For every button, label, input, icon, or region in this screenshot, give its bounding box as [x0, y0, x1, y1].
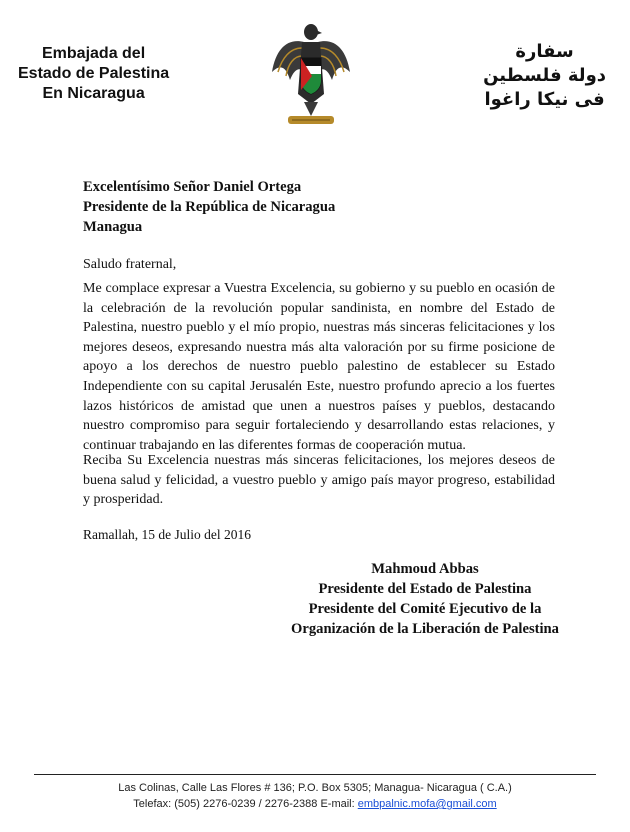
signature-block	[240, 559, 610, 639]
embassy-name-line: Embajada del	[42, 45, 146, 62]
recipient-line: Excelentísimo Señor Daniel Ortega	[83, 179, 302, 195]
recipient-line: Managua	[83, 219, 143, 235]
signature-line: Presidente del Comité Ejecutivo de la	[308, 601, 542, 617]
embassy-name-line: Estado de Palestina	[18, 65, 170, 82]
embassy-name-arabic-line: فى نيكا راغوا	[484, 89, 605, 110]
recipient-line: Presidente de la República de Nicaragua	[83, 199, 336, 215]
body-paragraph: Reciba Su Excelencia nuestras más sinceras felicitaciones, los mejores deseos de buena salud y felicidad, a vuestro pueblo y amigo país mayor progreso, estabilidad y prosperidad.	[83, 453, 555, 508]
embassy-name-arabic	[483, 40, 606, 112]
body-paragraph: Me complace expresar a Vuestra Excelencia, su gobierno y su pueblo en ocasión de la celebración de la revolución popular sandinista, en nombre del Estado de Palestina, nuestro pueblo y el mío propio, nuestras más sinceras felicitaciones y los mejores deseos, expresando nuestra más alta valoración por su firme posicione de apoyo a los derechos de nuestro pueblo palestino de establecer su Estado Independiente con su capital Jerusalén Este, nuestro profundo aprecio a los fuertes lazos históricos de amistad que unen a nuestros países y pueblos, destacando nuestro compromiso para seguir fortaleciendo y desarrollando estas relaciones, y continuar trabajando en las diferentes formas de cooperación mutua.	[83, 281, 555, 453]
palestine-eagle-emblem-icon	[268, 20, 354, 128]
signature-line: Presidente del Estado de Palestina	[318, 581, 532, 597]
recipient-block	[83, 177, 335, 237]
footer	[0, 780, 630, 812]
footer-address: Las Colinas, Calle Las Flores # 136; P.O. Box 5305; Managua- Nicaragua ( C.A.)	[118, 782, 512, 794]
embassy-name-arabic-line: دولة فلسطين	[483, 65, 606, 86]
embassy-name-line: En Nicaragua	[42, 85, 145, 102]
embassy-name-arabic-line: سفارة	[515, 41, 574, 62]
embassy-name-spanish	[18, 44, 169, 104]
footer-divider	[34, 774, 596, 775]
footer-contact	[0, 796, 630, 812]
greeting: Saludo fraternal,	[83, 257, 177, 272]
signature-line: Organización de la Liberación de Palestina	[291, 621, 559, 637]
footer-email-link[interactable]: embpalnic.mofa@gmail.com	[357, 798, 497, 810]
dateline: Ramallah, 15 de Julio del 2016	[83, 527, 251, 542]
footer-email-label: E-mail:	[320, 798, 355, 810]
signature-line: Mahmoud Abbas	[371, 561, 479, 577]
footer-phone: Telefax: (505) 2276-0239 / 2276-2388	[133, 798, 318, 810]
